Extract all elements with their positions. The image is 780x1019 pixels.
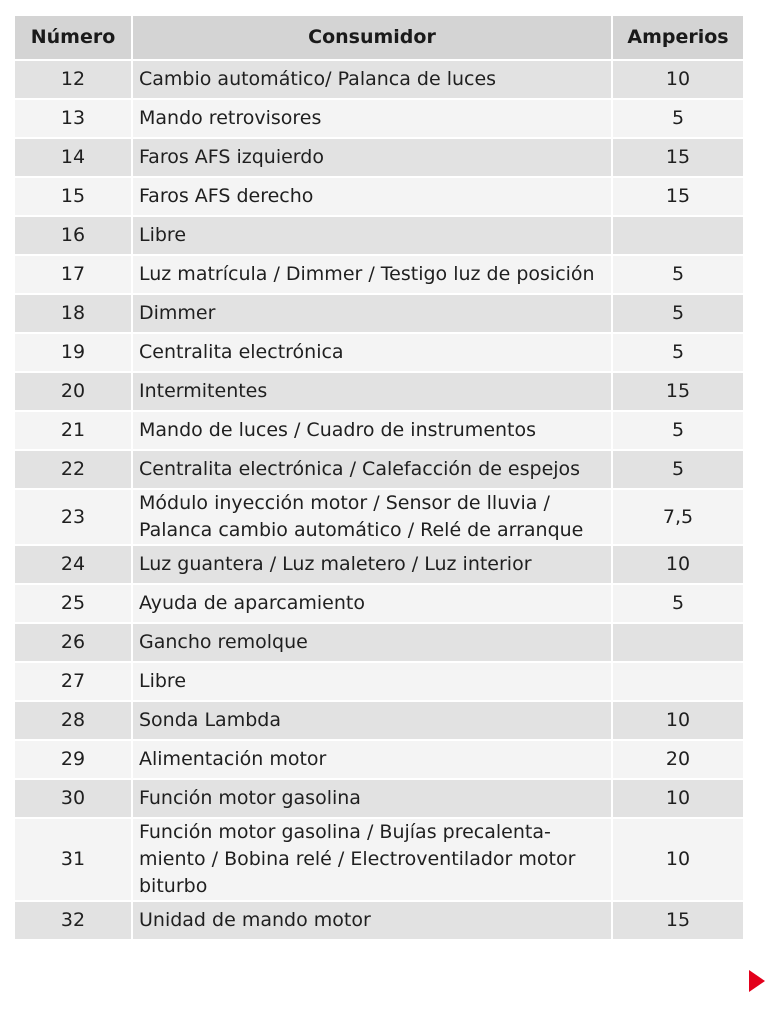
table-row (15, 100, 743, 139)
fuse-consumer: Faros AFS izquierdo (131, 139, 613, 178)
fuse-consumer: Centralita electrónica / Calefacción de espejos (131, 451, 613, 490)
fuse-amps (613, 663, 743, 702)
table-row (15, 490, 743, 546)
fuse-amps: 5 (613, 585, 743, 624)
fuse-number: 16 (15, 217, 131, 256)
fuse-consumer: Mando retrovisores (131, 100, 613, 139)
fuse-amps: 15 (613, 139, 743, 178)
fuse-amps: 5 (613, 334, 743, 373)
fuse-consumer: Ayuda de aparcamiento (131, 585, 613, 624)
fuse-amps: 10 (613, 61, 743, 100)
fuse-number: 14 (15, 139, 131, 178)
table-row (15, 139, 743, 178)
fuse-number: 28 (15, 702, 131, 741)
table-row (15, 256, 743, 295)
table-row (15, 412, 743, 451)
fuse-number: 25 (15, 585, 131, 624)
fuse-consumer: Libre (131, 217, 613, 256)
fuse-number: 27 (15, 663, 131, 702)
fuse-amps: 10 (613, 546, 743, 585)
table-row (15, 217, 743, 256)
fuse-amps: 15 (613, 178, 743, 217)
fuse-consumer: Unidad de mando motor (131, 902, 613, 941)
fuse-number: 15 (15, 178, 131, 217)
fuse-number: 29 (15, 741, 131, 780)
header-consumer: Consumidor (131, 16, 613, 61)
fuse-consumer: Luz guantera / Luz maletero / Luz interior (131, 546, 613, 585)
fuse-number: 30 (15, 780, 131, 819)
fuse-amps: 7,5 (613, 490, 743, 546)
fuse-amps: 5 (613, 295, 743, 334)
header-amps: Amperios (613, 16, 743, 61)
fuse-consumer: Cambio automático/ Palanca de luces (131, 61, 613, 100)
fuse-amps (613, 217, 743, 256)
fuse-number: 12 (15, 61, 131, 100)
fuse-consumer: Gancho remolque (131, 624, 613, 663)
table-row (15, 61, 743, 100)
fuse-consumer: Función motor gasolina / Bujías precalenta-miento / Bobina relé / Electroventilador motor biturbo (131, 819, 613, 902)
table-row (15, 741, 743, 780)
fuse-table (15, 16, 743, 941)
fuse-consumer: Faros AFS derecho (131, 178, 613, 217)
table-row (15, 702, 743, 741)
fuse-amps: 5 (613, 100, 743, 139)
fuse-amps: 10 (613, 819, 743, 902)
fuse-consumer: Alimentación motor (131, 741, 613, 780)
table-row (15, 451, 743, 490)
fuse-amps: 10 (613, 780, 743, 819)
fuse-number: 32 (15, 902, 131, 941)
table-row (15, 780, 743, 819)
table-row (15, 295, 743, 334)
fuse-number: 24 (15, 546, 131, 585)
table-row (15, 624, 743, 663)
fuse-amps: 15 (613, 373, 743, 412)
fuse-number: 22 (15, 451, 131, 490)
fuse-amps: 15 (613, 902, 743, 941)
fuse-consumer: Módulo inyección motor / Sensor de lluvia / Palanca cambio automático / Relé de arranque (131, 490, 613, 546)
table-row (15, 663, 743, 702)
table-row (15, 178, 743, 217)
fuse-amps: 20 (613, 741, 743, 780)
fuse-number: 26 (15, 624, 131, 663)
fuse-consumer: Luz matrícula / Dimmer / Testigo luz de posición (131, 256, 613, 295)
table-row (15, 373, 743, 412)
table-header-row (15, 16, 743, 61)
fuse-number: 17 (15, 256, 131, 295)
fuse-number: 20 (15, 373, 131, 412)
fuse-number: 23 (15, 490, 131, 546)
triangle-right-icon[interactable] (749, 970, 765, 992)
table-row (15, 902, 743, 941)
fuse-consumer: Mando de luces / Cuadro de instrumentos (131, 412, 613, 451)
fuse-consumer: Libre (131, 663, 613, 702)
fuse-number: 31 (15, 819, 131, 902)
fuse-amps: 5 (613, 451, 743, 490)
header-number: Número (15, 16, 131, 61)
fuse-consumer: Función motor gasolina (131, 780, 613, 819)
fuse-number: 21 (15, 412, 131, 451)
fuse-consumer: Sonda Lambda (131, 702, 613, 741)
table-row (15, 546, 743, 585)
fuse-amps (613, 624, 743, 663)
table-row (15, 819, 743, 902)
fuse-number: 18 (15, 295, 131, 334)
fuse-consumer: Dimmer (131, 295, 613, 334)
fuse-consumer: Intermitentes (131, 373, 613, 412)
table-row (15, 585, 743, 624)
fuse-amps: 5 (613, 412, 743, 451)
fuse-number: 19 (15, 334, 131, 373)
table-row (15, 334, 743, 373)
fuse-amps: 5 (613, 256, 743, 295)
fuse-consumer: Centralita electrónica (131, 334, 613, 373)
fuse-number: 13 (15, 100, 131, 139)
fuse-amps: 10 (613, 702, 743, 741)
